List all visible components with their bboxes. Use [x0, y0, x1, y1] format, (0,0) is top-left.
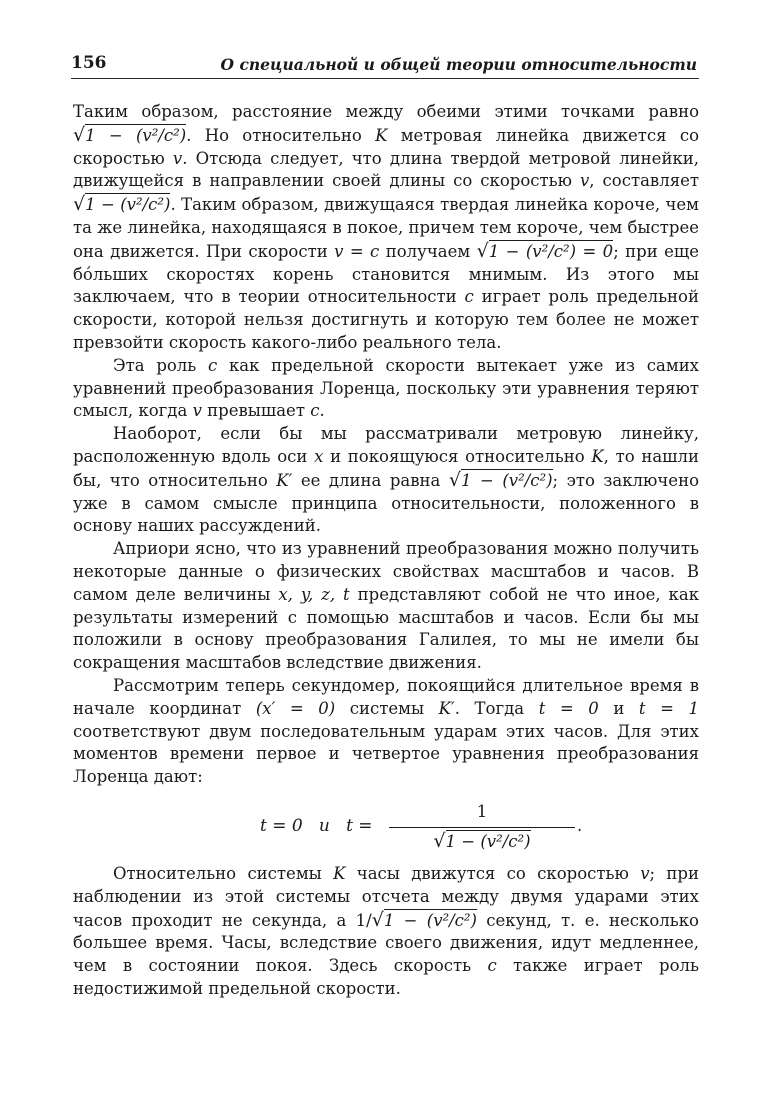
sqrt-expression: √1 − (v²/c²) = 0: [476, 239, 614, 262]
sqrt-expression: √1 − (v²/c²): [448, 468, 553, 491]
formula-period: .: [577, 815, 583, 835]
formula-denominator: √1 − (v²/c²): [433, 829, 531, 852]
sqrt-expression: √1 − (v²/c²): [371, 908, 477, 931]
formula-lhs: t = 0 и t =: [260, 815, 373, 836]
body-text: [73, 101, 699, 1001]
formula-fraction: [389, 801, 575, 854]
running-header: [71, 52, 699, 79]
paragraph-2: Эта роль c как предельной скорости вытекает уже из самих уравнений преобразования Лоренца, поскольку эти уравнения теряют смысл, когда v превышает c.: [73, 355, 699, 421]
display-formula: [73, 801, 699, 851]
paragraph-6: Относительно системы K часы движутся со скоростью v; при наблюдении из этой системы отсчета между двумя ударами этих часов проходит не секунда, а 1/√1 − (v²/c²) секунд, т. е. несколько большее время. Часы, вследствие своего движения, идут медленнее, чем в состоянии покоя. Здесь скорость c также играет роль недостижимой предельной скорости.: [73, 863, 699, 998]
sqrt-expression: √1 − (v²/c²): [73, 193, 171, 216]
formula-numerator: 1: [389, 801, 575, 828]
paragraph-5: Рассмотрим теперь секундомер, покоящийся длительное время в начале координат (x′ = 0) системы K′. Тогда t = 0 и t = 1 соответствуют двум последовательным ударам этих часов. Для этих моментов времени первое и четвертое уравнения преобразования Лоренца дают:: [73, 675, 699, 787]
paragraph-1: Таким образом, расстояние между обеими этими точками равно √1 − (v²/c²). Но относительно K метровая линейка движется со скоростью v. Отсюда следует, что длина твердой метровой линейки, движущейся в направлении своей длины со скоростью v, составляет √1 − (v²/c²). Таким образом, движущаяся твердая линейка короче, чем та же линейка, находящаяся в покое, причем тем короче, чем быстрее она движется. При скорости v = c получаем √1 − (v²/c²) = 0; при еще бóльших скоростях корень становится мнимым. Из этого мы заключаем, что в теории относительности c играет роль предельной скорости, которой нельзя достигнуть и которую тем более не может превзойти скорость какого-либо реального тела.: [73, 102, 700, 352]
running-title: О специальной и общей теории относительности: [220, 55, 697, 74]
page-number: 156: [71, 53, 107, 73]
paragraph-4: Априори ясно, что из уравнений преобразования можно получить некоторые данные о физических свойствах масштабов и часов. В самом деле величины x, y, z, t представляют собой не что иное, как результаты измерений с помощью масштабов и часов. Если бы мы положили в основу преобразования Галилея, то мы не имели бы сокращения масштабов вследствие движения.: [73, 539, 700, 673]
sqrt-expression: √1 − (v²/c²): [73, 123, 187, 146]
paragraph-3: Наоборот, если бы мы рассматривали метровую линейку, расположенную вдоль оси x и покоящуюся относительно K, то нашли бы, что относительно K′ ее длина равна √1 − (v²/c²); это заключено уже в самом смысле принципа относительности, положенного в основу наших рассуждений.: [73, 424, 699, 536]
